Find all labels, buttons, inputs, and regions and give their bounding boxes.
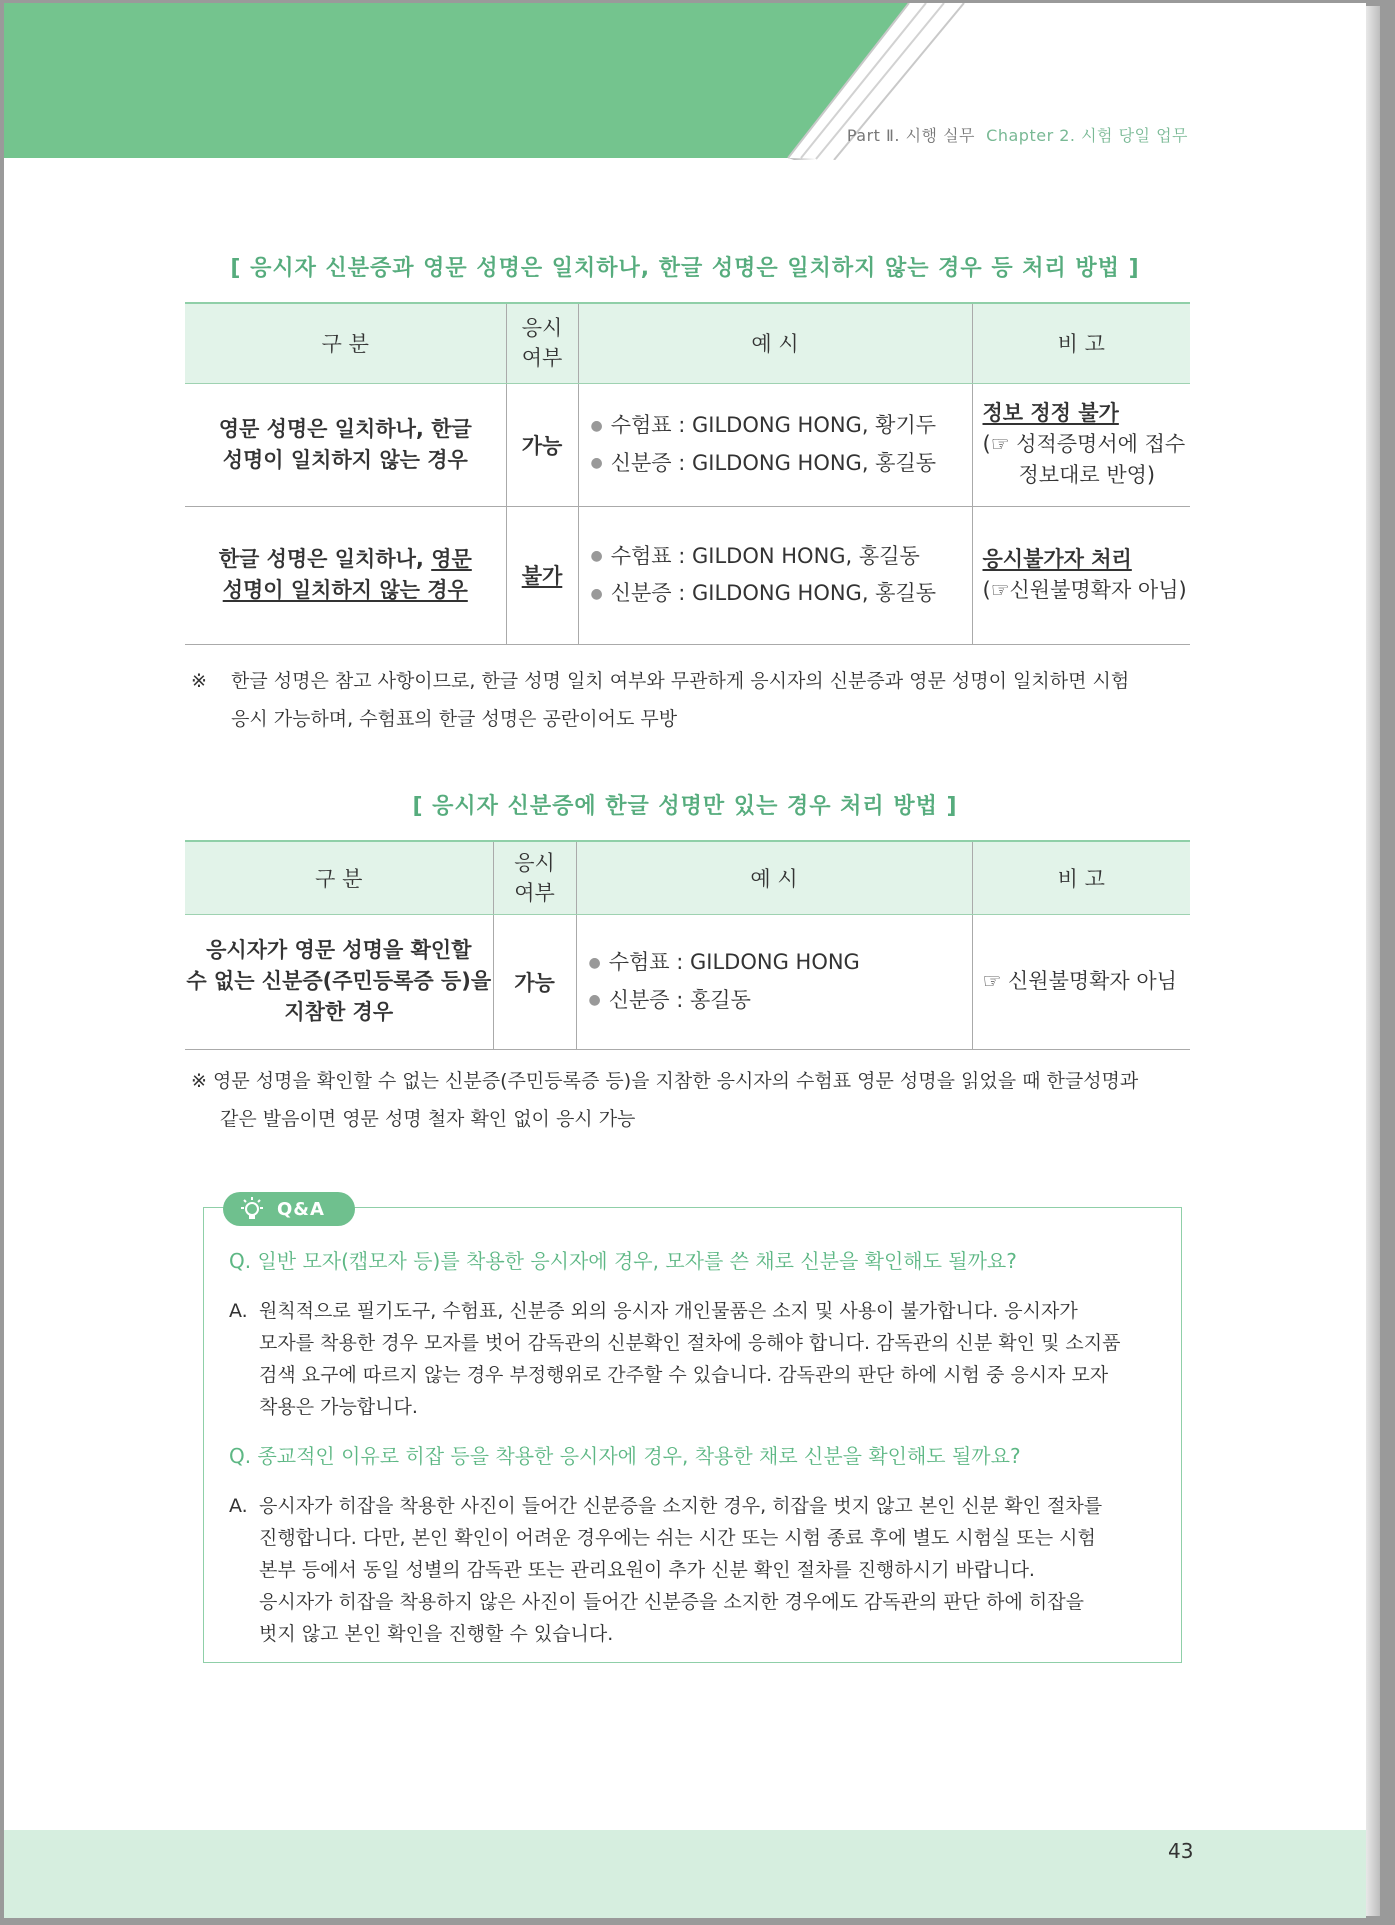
header-note: 비 고 [972, 841, 1190, 914]
bullet-icon: ● [590, 548, 603, 564]
row-note: 응시불가자 처리 (☞신원불명확자 아님) [972, 506, 1190, 644]
qa-badge-label: Q&A [277, 1199, 325, 1220]
table-row [185, 914, 1190, 1049]
row-category: 한글 성명은 일치하나, 영문 성명이 일치하지 않는 경우 [185, 506, 506, 644]
qa-answer-2: A. 응시자가 히잡을 착용한 사진이 들어간 신분증을 소지한 경우, 히잡을 벗지 않고 본인 신분 확인 절차를 진행합니다. 다만, 본인 확인이 어려운 경우에는 쉬는 시간 또는 시험 종료 후에 별도 시험실 또는 시험 본부 등에서 동일 성별의 감독관 또는 관리요원이 추가 신분 확인 절차를 진행하시기 바랍니다. 응시자가 히잡을 착용하지 않은 사진이 들어간 신분증을 소지한 경우에도 감독관의 판단 하에 히잡을 벗지 않고 본인 확인을 진행할 수 있습니다. [229, 1495, 1103, 1645]
section1-table [185, 302, 1190, 645]
section1-title: [ 응시자 신분증과 영문 성명은 일치하나, 한글 성명은 일치하지 않는 경우 등 처리 방법 ] [230, 256, 1140, 281]
row-example: ● 수험표 : GILDON HONG, 홍길동 ● 신분증 : GILDONG HONG, 홍길동 [578, 506, 972, 644]
section2-title: [ 응시자 신분증에 한글 성명만 있는 경우 처리 방법 ] [412, 794, 958, 819]
row-example: ● 수험표 : GILDONG HONG, 황기두 ● 신분증 : GILDONG HONG, 홍길동 [578, 383, 972, 506]
qa-answer-1: A. 원칙적으로 필기도구, 수험표, 신분증 외의 응시자 개인물품은 소지 및 사용이 불가합니다. 응시자가 모자를 착용한 경우 모자를 벗어 감독관의 신분확인 절차에 응해야 합니다. 감독관의 신분 확인 및 소지품 검색 요구에 따르지 않는 경우 부정행위로 간주할 수 있습니다. 감독관의 판단 하에 시험 중 응시자 모자 착용은 가능합니다. [229, 1300, 1121, 1418]
footer-band [4, 1830, 1366, 1918]
row-allowed: 가능 [493, 914, 576, 1049]
row-allowed: 가능 [506, 383, 578, 506]
section1-footnote-line2: 응시 가능하며, 수험표의 한글 성명은 공란이어도 무방 [231, 708, 678, 730]
table-header-row [185, 303, 1190, 383]
row-allowed: 불가 [506, 506, 578, 644]
header-allowed: 응시 여부 [506, 303, 578, 383]
header-note: 비 고 [972, 303, 1190, 383]
lightbulb-icon [237, 1195, 267, 1225]
row-category: 응시자가 영문 성명을 확인할 수 없는 신분증(주민등록증 등)을 지참한 경우 [185, 914, 493, 1049]
section1-footnote-line1: 한글 성명은 참고 사항이므로, 한글 성명 일치 여부와 무관하게 응시자의 신분증과 영문 성명이 일치하면 시험 [231, 670, 1130, 692]
table-row [185, 506, 1190, 644]
qa-question-2: Q. 종교적인 이유로 히잡 등을 착용한 응시자에 경우, 착용한 채로 신분을 확인해도 될까요? [229, 1444, 1021, 1468]
bullet-icon: ● [588, 992, 601, 1008]
page-number: 43 [1168, 1839, 1194, 1863]
section2-table [185, 840, 1190, 1050]
bullet-icon: ● [590, 455, 603, 471]
page-edge [1366, 6, 1380, 1916]
footnote-mark: ※ [191, 670, 207, 692]
table-header-row [185, 841, 1190, 914]
running-head-chapter: Chapter 2. 시험 당일 업무 [986, 126, 1188, 145]
section2-footnote-line1: ※ 영문 성명을 확인할 수 없는 신분증(주민등록증 등)을 지참한 응시자의 수험표 영문 성명을 읽었을 때 한글성명과 [191, 1070, 1139, 1092]
row-note: 정보 정정 불가 (☞ 성적증명서에 접수 정보대로 반영) [972, 383, 1190, 506]
header-category: 구 분 [185, 303, 506, 383]
header-example: 예 시 [576, 841, 972, 914]
row-example: ● 수험표 : GILDONG HONG ● 신분증 : 홍길동 [576, 914, 972, 1049]
row-category: 영문 성명은 일치하나, 한글 성명이 일치하지 않는 경우 [185, 383, 506, 506]
table-row [185, 383, 1190, 506]
header-category: 구 분 [185, 841, 493, 914]
running-head-part: Part Ⅱ. 시행 실무 [846, 126, 975, 145]
qa-question-1: Q. 일반 모자(캡모자 등)를 착용한 응시자에 경우, 모자를 쓴 채로 신분을 확인해도 될까요? [229, 1249, 1017, 1273]
document-page [4, 3, 1366, 1918]
header-example: 예 시 [578, 303, 972, 383]
bullet-icon: ● [590, 417, 603, 434]
header-allowed: 응시 여부 [493, 841, 576, 914]
running-head [847, 123, 1188, 146]
bullet-icon: ● [590, 585, 603, 602]
bullet-icon: ● [588, 954, 601, 971]
row-note: ☞ 신원불명확자 아님 [972, 914, 1190, 1049]
section2-footnote-line2: 같은 발음이면 영문 성명 철자 확인 없이 응시 가능 [220, 1108, 636, 1130]
